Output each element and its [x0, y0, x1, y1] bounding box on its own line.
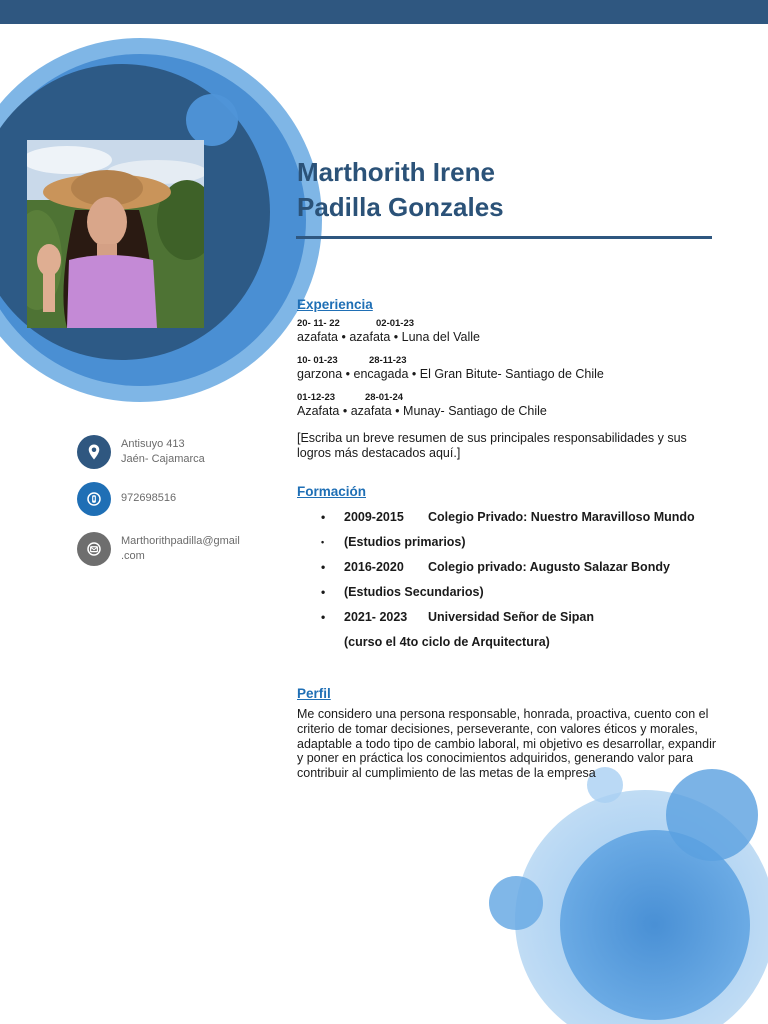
education-item — [297, 634, 717, 659]
bullet: • — [321, 610, 326, 624]
education-school: Colegio Privado: Nuestro Maravilloso Mundo — [428, 510, 695, 524]
experience-dates — [297, 355, 717, 367]
education-years: (Estudios primarios) — [344, 535, 466, 549]
candidate-name — [297, 155, 504, 225]
education-school: Colegio privado: Augusto Salazar Bondy — [428, 560, 670, 574]
email-line-2[interactable]: .com — [121, 550, 145, 562]
name-divider — [296, 236, 712, 239]
phone-number[interactable]: 972698516 — [121, 492, 177, 504]
education-item — [297, 584, 717, 609]
education-list — [297, 509, 717, 659]
address-line-1: Antisuyo 413 — [121, 438, 185, 450]
experience-start: 01-12-23 — [297, 392, 336, 403]
experience-dates — [297, 392, 717, 404]
experience-end: 02-01-23 — [376, 318, 415, 329]
education-years: 2009-2015 — [344, 510, 404, 524]
experience-start: 10- 01-23 — [297, 355, 338, 366]
education-years: 2016-2020 — [344, 560, 404, 574]
email-line-1[interactable]: Marthorithpadilla@gmail — [121, 535, 240, 547]
experience-end: 28-11-23 — [369, 355, 407, 366]
bullet: • — [321, 560, 326, 574]
experience-role: garzona • encagada • El Gran Bitute- Santiago de Chile — [297, 367, 604, 381]
experience-start: 20- 11- 22 — [297, 318, 340, 329]
profile-photo — [27, 140, 204, 328]
name-line-1: Marthorith Irene — [297, 157, 495, 187]
education-years: 2021- 2023 — [344, 610, 408, 624]
experience-item — [297, 355, 717, 382]
bullet: • — [321, 537, 325, 547]
education-item — [297, 609, 717, 634]
bullet: • — [321, 510, 326, 524]
main-content — [297, 296, 717, 781]
experience-role: azafata • azafata • Luna del Valle — [297, 330, 480, 344]
bullet: • — [321, 585, 326, 599]
profile-text: Me considero una persona responsable, honrada, proactiva, cuento con el criterio de tomar decisiones, perseverante, con valores éticos y morales, adaptable a todo tipo de cambio laboral, mi objetivo es desarrollar, expandir y poner en práctica los conocimientos adquiridos, generando valor para contribuir al cumplimiento de las metas de la empresa — [297, 707, 717, 781]
profile-heading: Perfil — [297, 686, 331, 701]
location-pin-icon — [77, 435, 111, 469]
experience-dates — [297, 318, 717, 330]
education-years: (Estudios Secundarios) — [344, 585, 484, 599]
phone-icon — [77, 482, 111, 516]
experience-end: 28-01-24 — [365, 392, 404, 403]
experience-item — [297, 392, 717, 419]
experience-summary: [Escriba un breve resumen de sus principales responsabilidades y sus logros más destacados aquí.] — [297, 431, 687, 460]
education-school: Universidad Señor de Sipan — [428, 610, 595, 624]
experience-item — [297, 318, 717, 345]
education-heading: Formación — [297, 484, 367, 499]
education-item — [297, 534, 717, 559]
education-item — [297, 509, 717, 534]
name-line-2: Padilla Gonzales — [297, 192, 504, 222]
portrait-illustration — [27, 140, 204, 328]
education-item — [297, 559, 717, 584]
email-icon — [77, 532, 111, 566]
education-years: (curso el 4to ciclo de Arquitectura) — [344, 635, 550, 649]
experience-role: Azafata • azafata • Munay- Santiago de Chile — [297, 404, 547, 418]
address-line-2: Jaén- Cajamarca — [121, 453, 205, 465]
experience-heading: Experiencia — [297, 297, 373, 312]
